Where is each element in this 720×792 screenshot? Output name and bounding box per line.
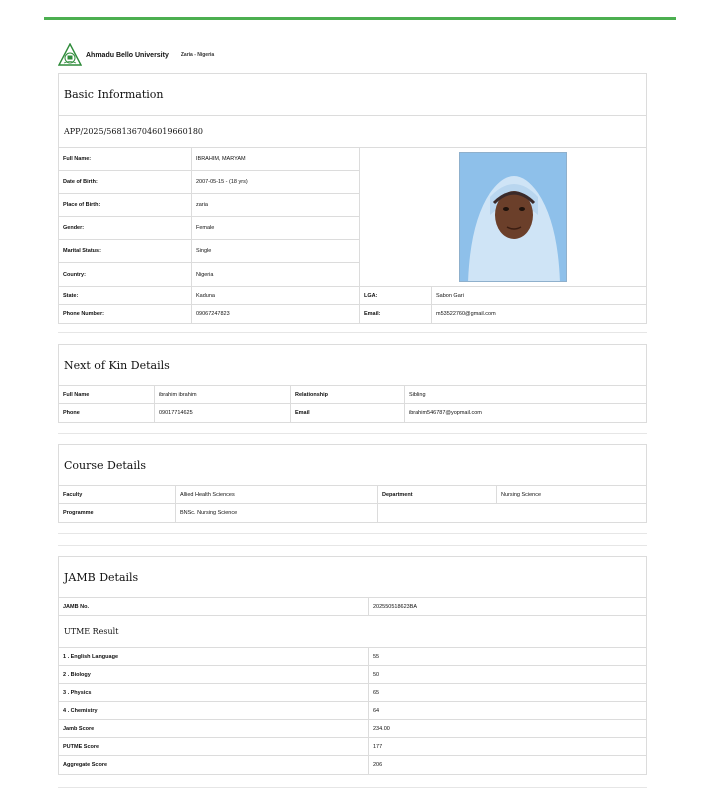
jamb-details-card [58, 556, 647, 775]
result-label: 4 . Chemistry [59, 702, 369, 719]
university-name: Ahmadu Bello University [86, 51, 169, 59]
course-details-card [58, 444, 647, 523]
lga-label: LGA: [360, 287, 432, 304]
fullname-label: Full Name: [59, 148, 192, 170]
basic-information-title: Basic Information [59, 74, 646, 116]
programme-value: BNSc. Nursing Science [176, 504, 378, 522]
email-label: Email: [360, 305, 432, 323]
fullname-value: IBRAHIM, MARYAM [196, 156, 246, 162]
section-divider [58, 545, 647, 546]
faculty-value: Allied Health Sciences [176, 486, 378, 503]
state-value: Kaduna [192, 287, 360, 304]
course-details-title: Course Details [59, 445, 646, 486]
utme-row-biology [59, 666, 646, 684]
country-label: Country: [59, 263, 192, 286]
section-divider [58, 787, 647, 788]
basic-row-pob [59, 194, 359, 217]
jamb-no-label: JAMB No. [59, 598, 369, 615]
utme-result-title: UTME Result [59, 616, 646, 648]
result-value: 206 [373, 762, 383, 768]
university-location: Zaria - Nigeria [180, 52, 215, 58]
result-label: 3 . Physics [59, 684, 369, 701]
passport-photo [459, 152, 567, 282]
utme-row-jamb-score [59, 720, 646, 738]
kin-row-name [59, 386, 646, 404]
kin-fullname-label: Full Name [59, 386, 155, 403]
programme-empty-cell [378, 504, 646, 522]
gender-value: Female [196, 225, 215, 231]
result-label: Aggregate Score [59, 756, 369, 774]
kin-phone-value: 09017714625 [155, 404, 291, 422]
section-divider [58, 433, 647, 434]
basic-info-fields [59, 148, 360, 286]
next-of-kin-title: Next of Kin Details [59, 345, 646, 386]
result-value: 177 [373, 743, 383, 750]
gender-label: Gender: [59, 217, 192, 239]
utme-row-physics [59, 684, 646, 702]
basic-row-phone-email [59, 305, 646, 323]
person-photo-icon [460, 153, 567, 282]
marital-label: Marital Status: [59, 240, 192, 262]
kin-fullname-value: ibrahim ibrahim [155, 386, 291, 403]
result-label: Jamb Score [59, 720, 369, 737]
faculty-label: Faculty [59, 486, 176, 503]
kin-email-value: ibrahim546787@yopmail.com [409, 410, 482, 416]
university-logo-icon [58, 43, 82, 67]
kin-row-contact [59, 404, 646, 422]
top-accent-bar [44, 17, 676, 20]
country-value: Nigeria [196, 271, 214, 278]
kin-email-label: Email [291, 404, 405, 422]
state-label: State: [59, 287, 192, 304]
dob-label: Date of Birth: [59, 171, 192, 193]
email-value: m53522760@gmail.com [436, 311, 496, 317]
pob-value: zaria [196, 202, 208, 208]
department-label: Department [378, 486, 497, 503]
result-label: 2 . Biology [59, 666, 369, 683]
kin-relationship-label: Relationship [291, 386, 405, 403]
utme-row-english [59, 648, 646, 666]
basic-row-fullname [59, 148, 359, 171]
next-of-kin-card [58, 344, 647, 423]
phone-label: Phone Number: [59, 305, 192, 323]
section-divider [58, 332, 647, 333]
utme-row-putme-score [59, 738, 646, 756]
result-value: 55 [373, 653, 380, 660]
course-row-programme [59, 504, 646, 522]
pob-label: Place of Birth: [59, 194, 192, 216]
result-value: 65 [373, 689, 380, 696]
result-value: 64 [373, 707, 380, 714]
basic-row-dob [59, 171, 359, 194]
result-value: 50 [373, 671, 380, 678]
kin-relationship-value: Sibling [409, 391, 426, 398]
jamb-details-title: JAMB Details [59, 557, 646, 598]
dob-value: 2007-05-15 - (18 yrs) [196, 179, 248, 185]
lga-value: Sabon Gari [436, 292, 464, 299]
programme-label: Programme [59, 504, 176, 522]
basic-row-gender [59, 217, 359, 240]
marital-value: Single [196, 248, 212, 254]
result-label: 1 . English Language [59, 648, 369, 665]
kin-phone-label: Phone [59, 404, 155, 422]
application-number: APP/2025/568136704601966018​0 [59, 116, 646, 148]
utme-row-chemistry [59, 702, 646, 720]
jamb-no-value: 202550518623BA [373, 603, 418, 610]
passport-photo-area [360, 148, 646, 286]
basic-row-country [59, 263, 359, 286]
result-label: PUTME Score [59, 738, 369, 755]
basic-information-card [58, 73, 647, 324]
section-divider [58, 533, 647, 534]
phone-value: 09067247823 [192, 305, 360, 323]
jamb-row-number [59, 598, 646, 616]
course-row-faculty [59, 486, 646, 504]
basic-row-state-lga [59, 287, 646, 305]
basic-info-grid [59, 148, 646, 287]
utme-row-aggregate-score [59, 756, 646, 774]
result-value: 234.00 [373, 725, 390, 732]
basic-row-marital [59, 240, 359, 263]
department-value: Nursing Science [501, 491, 542, 498]
page-header [58, 42, 214, 68]
